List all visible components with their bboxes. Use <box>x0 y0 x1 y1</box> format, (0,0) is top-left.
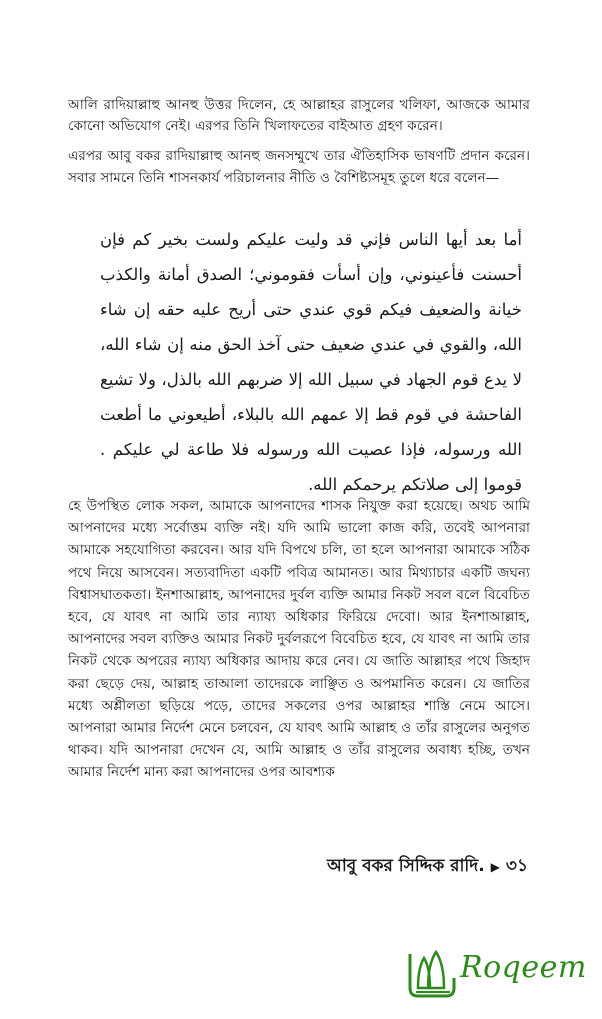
tulip-logo-icon <box>404 948 460 1000</box>
page-number: ৩১ <box>505 856 528 876</box>
watermark-text: Roqeem <box>460 950 587 985</box>
arabic-quote: أما بعد أيها الناس فإني قد وليت عليكم ولست بخير كم فإن أحسنت فأعينوني، وإن أسأت فقوموني؛ الصدق أمانة والكذب خيانة والضعيف فيكم قوي عندي حتى أريح عليه حقه إن شاء الله، والقوي في عندي ضعيف حتى آخذ الحق منه إن شاء الله، لا يدع قوم الجهاد في سبيل الله إلا ضربهم الله بالذل، ولا تشيع الفاحشة في قوم قط إلا عمهم الله بالبلاء، أطيعوني ما أطعت الله ورسوله، فإذا عصيت الله ورسوله فلا طاعة لي عليكم . قوموا إلى صلاتكم يرحمكم الله. <box>100 230 522 494</box>
paragraph-intro: আলি রাদিয়াল্লাহু আনহু উত্তর দিলেন, হে আল্লাহর রাসুলের খলিফা, আজকে আমার কোনো অভিযোগ নেই। এরপর তিনি খিলাফতের বাইআত গ্রহণ করেন। <box>68 97 530 134</box>
page-footer <box>327 853 528 881</box>
watermark-logo <box>404 948 587 1000</box>
running-title: আবু বকর সিদ্দিক রাদি. <box>326 856 485 876</box>
paragraph-translation: হে উপস্থিত লোক সকল, আমাকে আপনাদের শাসক নিযুক্ত করা হয়েছে। অথচ আমি আপনাদের মধ্যে সর্বোত্তম ব্যক্তি নই। যদি আমি ভালো কাজ করি, তবেই আপনারা আমাকে সহযোগিতা করবেন। আর যদি বিপথে চলি, তা হলে আপনারা আমাকে সঠিক পথে নিয়ে আসবেন। সত্যবাদিতা একটি পবিত্র আমানত। আর মিথ্যাচার একটি জঘন্য বিশ্বাসঘাতকতা। ইনশাআল্লাহ, আপনাদের দুর্বল ব্যক্তি আমার নিকট সবল বলে বিবেচিত হবে, যে যাবৎ না আমি তার ন্যায্য অধিকার ফিরিয়ে দেবো। আর ইনশাআল্লাহ, আপনাদের সবল ব্যক্তিও আমার নিকট দুর্বলরূপে বিবেচিত হবে, যে যাবৎ না আমি তার নিকট থেকে অপরের ন্যায্য অধিকার আদায় করে নেব। যে জাতি আল্লাহর পথে জিহাদ করা ছেড়ে দেয়, আল্লাহ তাআলা তাদেরকে লাঞ্ছিত ও অপমানিত করেন। যে জাতির মধ্যে অশ্লীলতা ছড়িয়ে পড়ে, তাদের সকলের ওপর আল্লাহর শাস্তি নেমে আসে। আপনারা আমার নির্দেশ মেনে চলবেন, যে যাবৎ আমি আল্লাহ ও তাঁর রাসুলের অনুগত থাকব। যদি আপনারা দেখেন যে, আমি আল্লাহ ও তাঁর রাসুলের অবাধ্য হচ্ছি, তখন আমার নির্দেশ মান্য করা আপনাদের ওপর আবশ্যক <box>68 498 530 781</box>
paragraph-speech-intro: এরপর আবু বকর রাদিয়াল্লাহু আনহু জনসম্মুখে তার ঐতিহাসিক ভাষণটি প্রদান করেন। সবার সামনে তিনি শাসনকার্য পরিচালনার নীতি ও বৈশিষ্ট্যসমূহ তুলে ধরে বলেন— <box>68 148 530 186</box>
triangle-right-icon: ▶ <box>490 860 500 874</box>
